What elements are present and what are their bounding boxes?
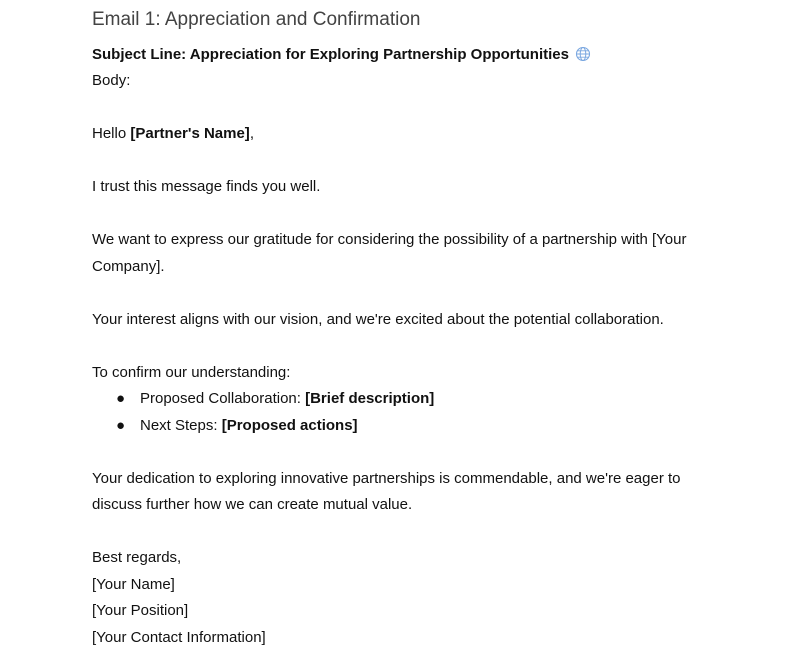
subject-line [92,42,772,68]
list-item [92,386,772,413]
gratitude-line-1: We want to express our gratitude for considering the possibility of a partnership with [Your [92,231,687,248]
interest-line: Your interest aligns with our vision, and we're excited about the potential collaboration. [92,310,664,328]
dedication-line-2: discuss further how we can create mutual value. [92,496,413,513]
gratitude-line-2: Company]. [92,257,165,275]
partner-name-placeholder: [Partner's Name] [130,125,250,142]
greeting [92,121,772,148]
globe-icon [575,46,591,62]
document-body [92,0,772,651]
signature-contact: [Your Contact Information] [92,628,266,646]
bullet-icon: ● [116,390,126,407]
dedication-line-1: Your dedication to exploring innovative partnerships is commendable, and we're eager to [92,469,681,487]
list-item-value: [Brief description] [305,390,435,407]
list-item [92,413,772,440]
bullet-icon: ● [116,416,126,434]
signature-position: [Your Position] [92,602,189,619]
email-heading: Email 1: Appreciation and Confirmation [92,9,421,30]
subject-text: Subject Line: Appreciation for Exploring Partnership Opportunities [92,46,569,63]
signature-name: [Your Name] [92,575,175,593]
list-item-value: [Proposed actions] [221,416,358,434]
trust-line: I trust this message finds you well. [92,178,321,195]
body-label: Body: [92,72,131,89]
confirm-intro: To confirm our understanding: [92,363,291,381]
greeting-suffix: , [249,125,254,142]
signoff: Best regards, [92,549,182,566]
confirm-list [92,386,772,439]
greeting-prefix: Hello [92,125,131,142]
list-item-label: Next Steps: [140,416,222,434]
list-item-label: Proposed Collaboration: [140,390,306,407]
